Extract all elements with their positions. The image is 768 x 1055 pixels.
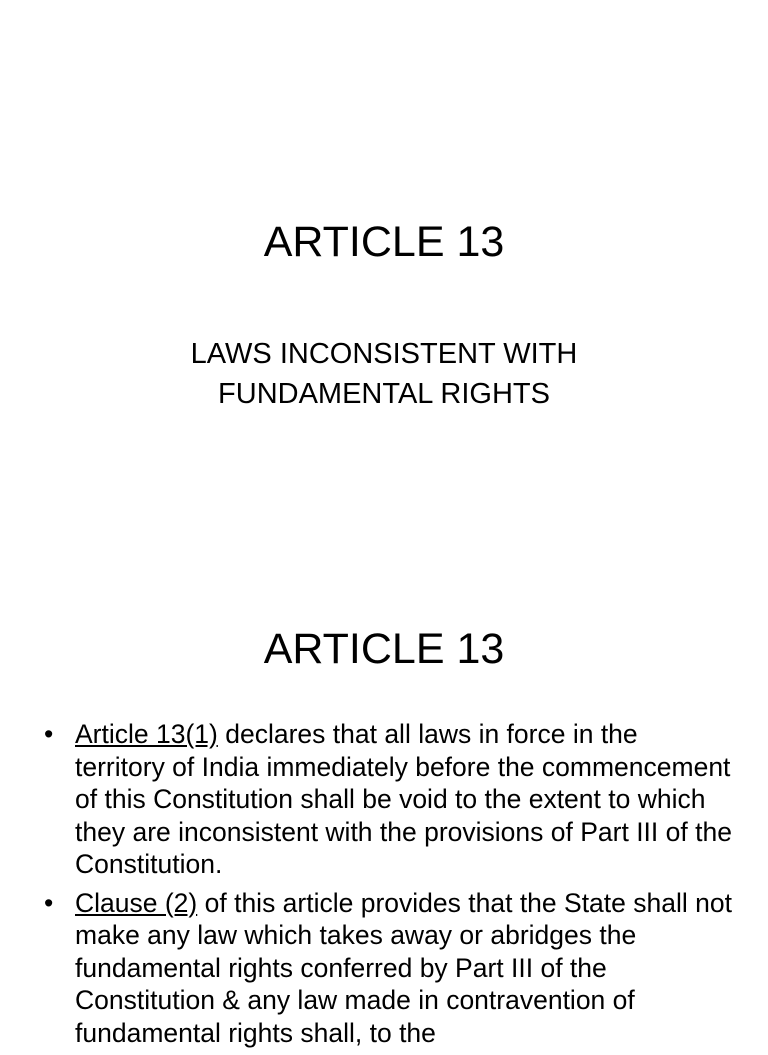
bullet-text: of this article provides that the State shall not make any law which takes away or abridges the fundamental rights conferred by Part III of the Constitution & any law made in contravention of fundamental rights shall, to the xyxy=(75,887,732,1048)
bullet-item xyxy=(44,887,734,1050)
bullet-lead-reference: Clause (2) xyxy=(75,887,198,918)
slide-content xyxy=(0,512,768,1048)
subtitle-line: FUNDAMENTAL RIGHTS xyxy=(218,378,550,410)
slide-subtitle xyxy=(0,334,768,414)
bullet-marker: • xyxy=(44,719,54,749)
bullet-item xyxy=(44,718,734,881)
slide-content-heading: ARTICLE 13 xyxy=(263,625,505,673)
bullet-text: declares that all laws in force in the territory of India immediately before the commencement of this Constitution shall be void to the extent to which they are inconsistent with the provisions of Part III of the Constitution. xyxy=(75,719,732,879)
bullet-lead-reference: Article 13(1) xyxy=(75,719,218,749)
subtitle-line: LAWS INCONSISTENT WITH xyxy=(190,338,578,370)
slide-title-heading: ARTICLE 13 xyxy=(263,218,505,266)
slide-title xyxy=(0,0,768,512)
bullet-list xyxy=(44,718,734,1055)
bullet-marker: • xyxy=(44,887,54,918)
